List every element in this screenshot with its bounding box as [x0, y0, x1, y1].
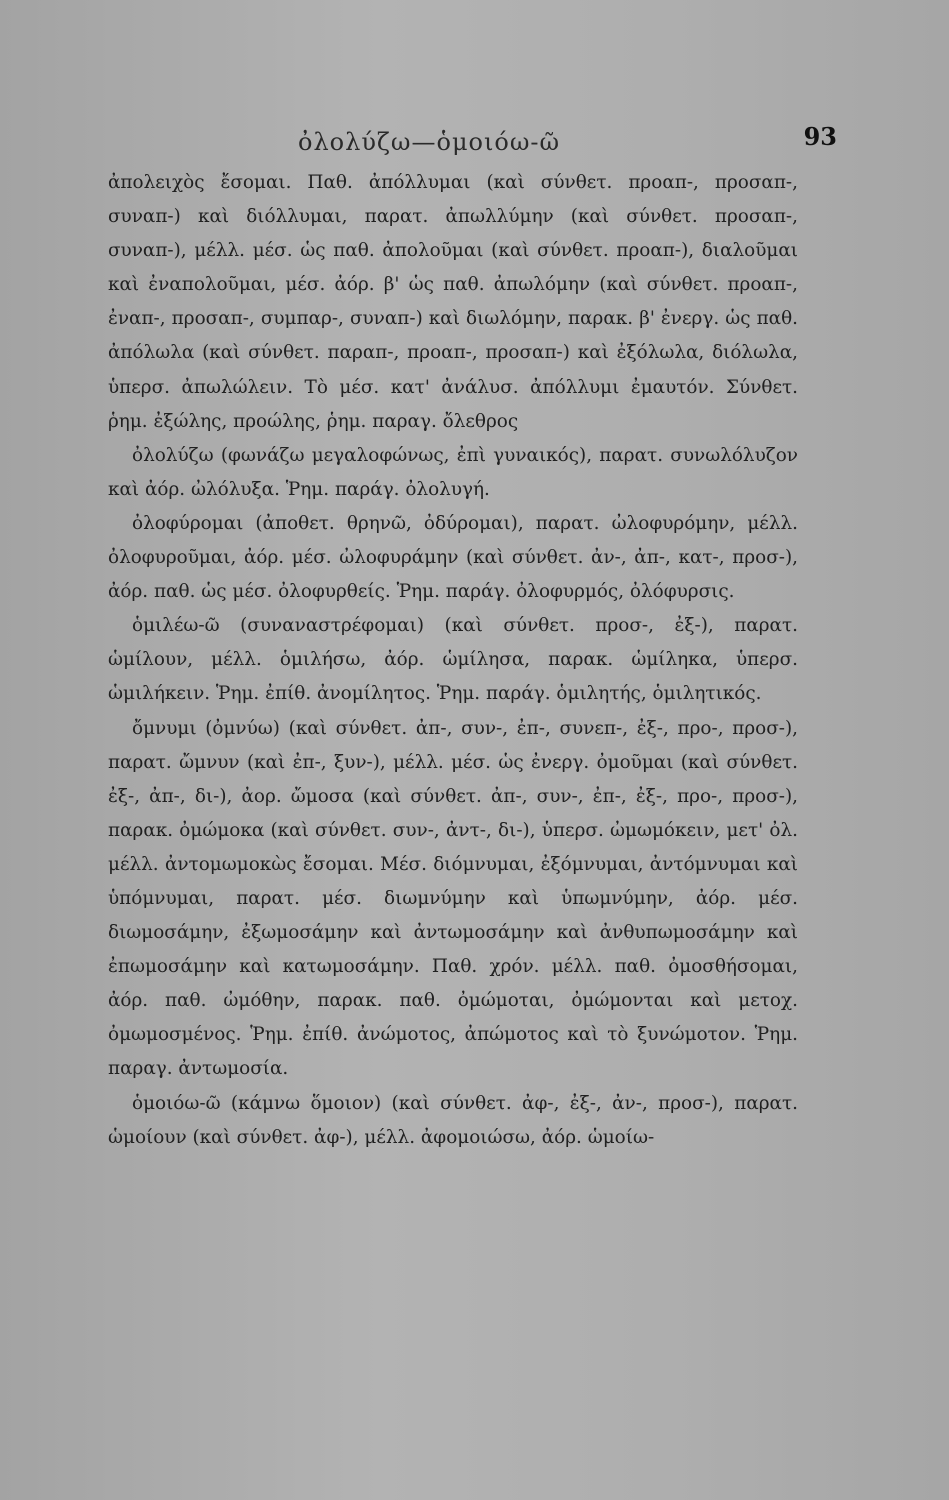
- running-head: ὀλολύζω—ὁμοιόω-ῶ: [298, 128, 561, 156]
- entry-continuation: ἀπολειχὸς ἔσομαι. Παθ. ἀπόλλυμαι (καὶ σύνθετ. προαπ-, προσαπ-, συναπ-) καὶ διόλλυμαι, παρατ. ἀπωλλύμην (καὶ σύνθετ. προσαπ-, συναπ-), μέλλ. μέσ. ὡς παθ. ἀπολοῦμαι (καὶ σύνθετ. προαπ-), διαλοῦμαι καὶ ἐναπολοῦμαι, μέσ. ἀόρ. β' ὡς παθ. ἀπωλόμην (καὶ σύνθετ. προαπ-, ἐναπ-, προσαπ-, συμπαρ-, συναπ-) καὶ διωλόμην, παρακ. β' ἐνεργ. ὡς παθ. ἀπόλωλα (καὶ σύνθετ. παραπ-, προαπ-, προσαπ-) καὶ ἐξόλωλα, διόλωλα, ὑπερσ. ἀπωλώλειν. Τὸ μέσ. κατ' ἀνάλυσ. ἀπόλλυμι ἐμαυτόν. Σύνθετ. ῥημ. ἐξώλης, προώλης, ῥημ. παραγ. ὄλεθρος: [108, 172, 798, 432]
- entry-olophyromai: ὀλοφύρομαι (ἀποθετ. θρηνῶ, ὀδύρομαι), παρατ. ὠλοφυρόμην, μέλλ. ὀλοφυροῦμαι, ἀόρ. μέσ. ὠλοφυράμην (καὶ σύνθετ. ἀν-, ἀπ-, κατ-, προσ-), ἀόρ. παθ. ὡς μέσ. ὀλοφυρθείς. Ῥημ. παράγ. ὀλοφυρμός, ὀλόφυρσις.: [108, 512, 798, 603]
- entry-ololyzo: ὀλολύζω (φωνάζω μεγαλοφώνως, ἐπὶ γυναικός), παρατ. συνωλόλυζον καὶ ἀόρ. ὠλόλυξα. Ῥημ. παράγ. ὀλολυγή.: [108, 444, 798, 500]
- page-header: [108, 120, 837, 166]
- entry-homileo: ὁμιλέω-ῶ (συναναστρέφομαι) (καὶ σύνθετ. προσ-, ἐξ-), παρατ. ὡμίλουν, μέλλ. ὁμιλήσω, ἀόρ. ὡμίλησα, παρακ. ὡμίληκα, ὑπερσ. ὡμιλήκειν. Ῥημ. ἐπίθ. ἀνομίλητος. Ῥημ. παράγ. ὁμιλητής, ὁμιλητικός.: [108, 615, 798, 705]
- page-number: 93: [803, 122, 837, 151]
- entry-homoioo: ὁμοιόω-ῶ (κάμνω ὅμοιον) (καὶ σύνθετ. ἀφ-, ἐξ-, ἀν-, προσ-), παρατ. ὡμοίουν (καὶ σύνθετ. ἀφ-), μέλλ. ἀφομοιώσω, ἀόρ. ὡμοίω-: [108, 1092, 798, 1148]
- entry-omnymi: ὄμνυμι (ὀμνύω) (καὶ σύνθετ. ἀπ-, συν-, ἐπ-, συνεπ-, ἐξ-, προ-, προσ-), παρατ. ὤμνυν (καὶ ἐπ-, ξυν-), μέλλ. μέσ. ὡς ἐνεργ. ὀμοῦμαι (καὶ σύνθετ. ἐξ-, ἀπ-, δι-), ἀορ. ὤμοσα (καὶ σύνθετ. ἀπ-, συν-, ἐπ-, ἐξ-, προ-, προσ-), παρακ. ὀμώμοκα (καὶ σύνθετ. συν-, ἀντ-, δι-), ὑπερσ. ὠμωμόκειν, μετ' ὀλ. μέλλ. ἀντομωμοκὼς ἔσομαι. Μέσ. διόμνυμαι, ἐξόμνυμαι, ἀντόμνυμαι καὶ ὑπόμνυμαι, παρατ. μέσ. διωμνύμην καὶ ὑπωμνύμην, ἀόρ. μέσ. διωμοσάμην, ἐξωμοσάμην καὶ ἀντωμοσάμην καὶ ἀνθυπωμοσάμην καὶ ἐπωμοσάμην καὶ κατωμοσάμην. Παθ. χρόν. μέλλ. παθ. ὀμοσθήσομαι, ἀόρ. παθ. ὠμόθην, παρακ. παθ. ὀμώμοται, ὀμώμονται καὶ μετοχ. ὀμωμοσμένος. Ῥημ. ἐπίθ. ἀνώμοτος, ἀπώμοτος καὶ τὸ ξυνώμοτον. Ῥημ. παραγ. ἀντωμοσία.: [108, 717, 798, 1080]
- page-body: [108, 166, 798, 1155]
